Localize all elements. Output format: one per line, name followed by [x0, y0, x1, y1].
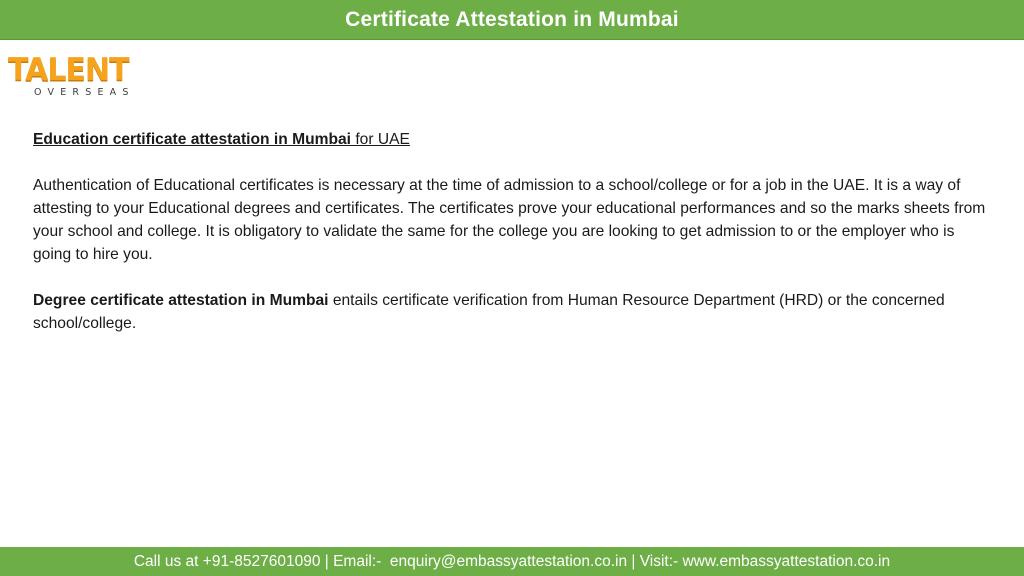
talent-overseas-logo [8, 51, 138, 100]
spacer [33, 151, 993, 174]
page-title: Certificate Attestation in Mumbai [345, 7, 679, 31]
header-bar [0, 0, 1024, 40]
section-heading-rest: for UAE [351, 131, 410, 148]
paragraph-authentication: Authentication of Educational certificates is necessary at the time of admission to a school/college or for a job in the UAE. It is a way of attesting to your Educational degrees and certificates. The certificates prove your educational performances and so the marks sheets from your school and college. It is obligatory to validate the same for the college you are looking to get admission to or the employer who is going to hire you. [33, 177, 986, 263]
footer-bar [0, 547, 1024, 576]
section-heading-bold: Education certificate attestation in Mumbai [33, 131, 351, 148]
footer-contact-text: Call us at +91-8527601090 | Email:- enquiry@embassyattestation.co.in | Visit:- www.embassyattestation.co.in [133, 552, 891, 570]
paragraph-degree-bold: Degree certificate attestation in Mumbai [33, 292, 329, 309]
paragraph-degree-rest: entails certificate verification from Human Resource Department (HRD) or the concerned school/college. [33, 292, 945, 332]
paragraph-degree [33, 289, 993, 335]
logo-word: TALENT [8, 51, 129, 89]
main-content [33, 128, 993, 335]
spacer [33, 266, 993, 289]
logo-subtitle: OVERSEAS [34, 87, 135, 98]
section-heading [33, 128, 993, 151]
